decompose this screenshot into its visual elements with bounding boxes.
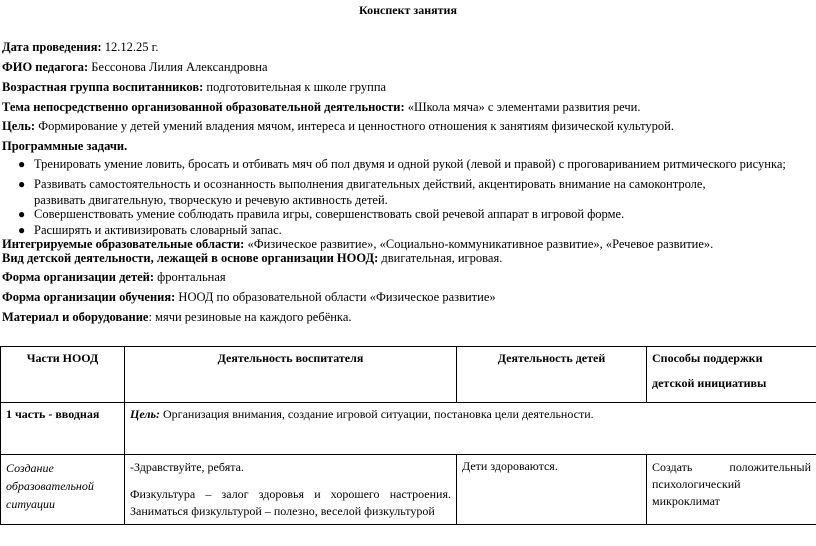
material-value: : мячи резиновые на каждого ребёнка. bbox=[148, 310, 352, 324]
section-name: 1 часть - вводная bbox=[1, 403, 125, 455]
task-text: Расширять и активизировать словарный запас. bbox=[34, 223, 282, 237]
topic-value: «Школа мяча» с элементами развития речи. bbox=[404, 100, 641, 114]
date-value: 12.12.25 г. bbox=[101, 40, 159, 54]
teacher-line bbox=[2, 60, 268, 75]
section-goal-text: Организация внимания, создание игровой ситуации, постановка цели деятельности. bbox=[160, 407, 594, 421]
goal-value: Формирование у детей умений владения мячом, интереса и ценностного отношения к занятиям физической культурой. bbox=[35, 119, 674, 133]
bullet-icon: ● bbox=[18, 177, 26, 191]
group-value: подготовительная к школе группа bbox=[203, 80, 387, 94]
goal-line bbox=[2, 119, 674, 134]
task-text-continued: развивать двигательную, творческую и речевую активность детей. bbox=[34, 193, 388, 207]
tasks-label: Программные задачи. bbox=[2, 139, 128, 153]
children-activity-cell: Дети здороваются. bbox=[457, 455, 647, 525]
teacher-activity-cell: -Здравствуйте, ребята. Физкультура – залог здоровья и хорошего настроения. Заниматься физкультурой – полезно, веселой физкультурой bbox=[125, 455, 457, 525]
task-text: Тренировать умение ловить, бросать и отбивать мяч об пол двумя и одной рукой (левой и правой) с проговариванием ритмического рисунка; bbox=[34, 157, 786, 171]
areas-line bbox=[2, 237, 713, 252]
tasks-heading bbox=[2, 139, 127, 154]
form-learning-label: Форма организации обучения: bbox=[2, 290, 176, 304]
form-learning-value: НООД по образовательной области «Физическое развитие» bbox=[175, 290, 496, 304]
part-cell: Создание образовательной ситуации bbox=[1, 455, 125, 525]
teacher-label: ФИО педагога: bbox=[2, 60, 89, 74]
header-children-activity: Деятельность детей bbox=[457, 347, 647, 403]
section-goal bbox=[125, 403, 816, 455]
table-row bbox=[1, 455, 816, 525]
areas-label: Интегрируемые образовательные области: bbox=[2, 237, 245, 251]
form-children-label: Форма организации детей: bbox=[2, 270, 155, 284]
bullet-icon: ● bbox=[18, 207, 26, 221]
material-line bbox=[2, 310, 352, 325]
task-text: Развивать самостоятельность и осознанность выполнения двигательных действий, акцентировать внимание на самоконтроле, bbox=[34, 177, 706, 191]
support-cell: Создать положительный психологический микроклимат bbox=[647, 455, 816, 525]
goal-label: Цель: bbox=[2, 119, 36, 133]
group-label: Возрастная группа воспитанников: bbox=[2, 80, 204, 94]
bullet-icon: ● bbox=[18, 223, 26, 237]
material-label: Материал и оборудование bbox=[2, 310, 149, 324]
activity-label: Вид детской деятельности, лежащей в основе организации НООД: bbox=[2, 251, 379, 265]
section-goal-label: Цель: bbox=[130, 407, 160, 421]
header-teacher-activity: Деятельность воспитателя bbox=[125, 347, 457, 403]
teacher-value: Бессонова Лилия Александровна bbox=[88, 60, 268, 74]
areas-value: «Физическое развитие», «Социально-коммуникативное развитие», «Речевое развитие». bbox=[244, 237, 714, 251]
topic-line bbox=[2, 100, 640, 115]
activity-line bbox=[2, 251, 502, 266]
header-parts: Части НООД bbox=[1, 347, 125, 403]
table-row bbox=[1, 403, 816, 455]
topic-label: Тема непосредственно организованной образовательной деятельности: bbox=[2, 100, 405, 114]
table-header-row bbox=[1, 347, 816, 403]
form-learning-line bbox=[2, 290, 496, 305]
bullet-icon: ● bbox=[18, 157, 26, 171]
document-title: Конспект занятия bbox=[359, 3, 457, 17]
activity-value: двигательная, игровая. bbox=[378, 251, 503, 265]
form-children-line bbox=[2, 270, 226, 285]
group-line bbox=[2, 80, 386, 95]
date-label: Дата проведения: bbox=[2, 40, 102, 54]
date-line bbox=[2, 40, 158, 55]
lesson-plan-table bbox=[0, 346, 816, 525]
task-text: Совершенствовать умение соблюдать правила игры, совершенствовать свой речевой аппарат в игровой форме. bbox=[34, 207, 625, 221]
form-children-value: фронтальная bbox=[154, 270, 226, 284]
header-support: Способы поддержки детской инициативы bbox=[647, 347, 816, 403]
